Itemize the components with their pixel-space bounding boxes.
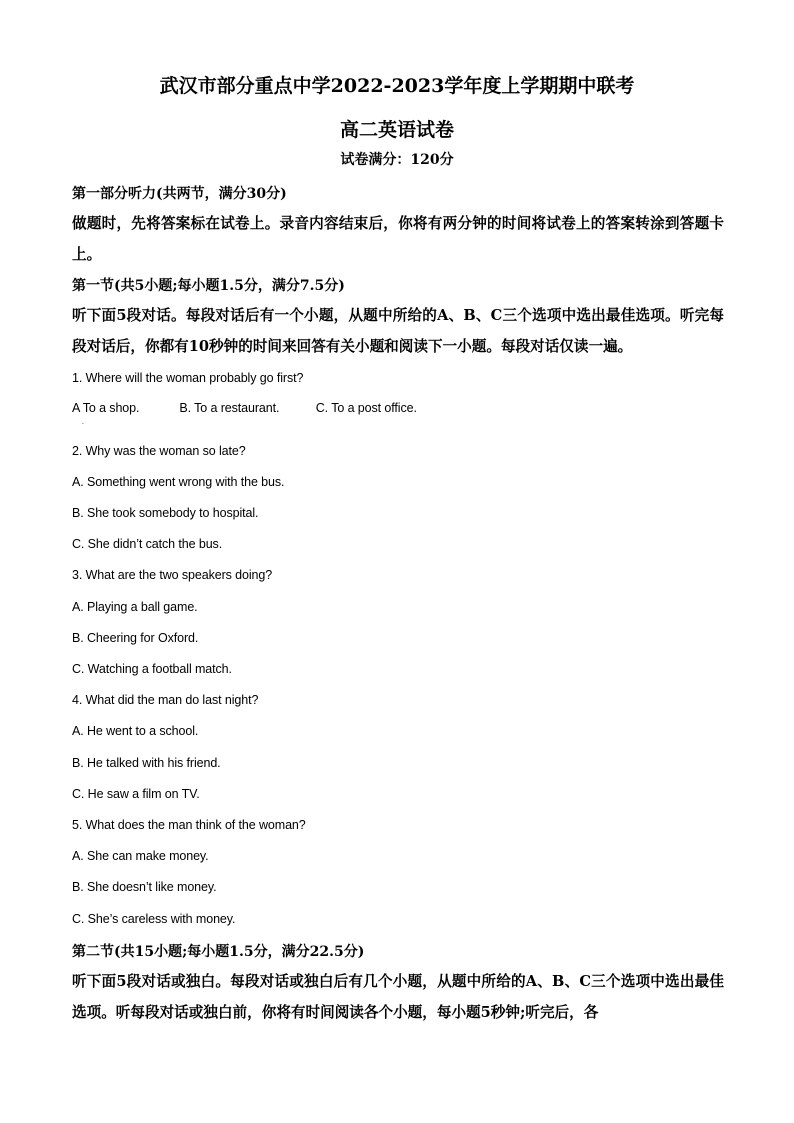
- question-1-option-a: A To a shop.: [72, 401, 140, 415]
- part1-heading: 第一部分听力(共两节，满分30分): [72, 186, 287, 202]
- question-5-stem: 5. What does the man think of the woman?: [72, 818, 306, 832]
- question-1-stem: 1. Where will the woman probably go first?: [72, 371, 304, 385]
- exam-title: 武汉市部分重点中学2022-2023学年度上学期期中联考: [159, 75, 635, 97]
- full-score: 试卷满分：120分: [340, 152, 454, 168]
- question-3-option-b: B. Cheering for Oxford.: [72, 631, 199, 645]
- question-5-option-b: B. She doesn’t like money.: [72, 880, 217, 894]
- question-4-option-c: C. He saw a film on TV.: [72, 787, 200, 801]
- question-1-option-b: B. To a restaurant.: [179, 401, 280, 415]
- question-2-option-c: C. She didn’t catch the bus.: [72, 537, 223, 551]
- question-2-option-a: A. Something went wrong with the bus.: [72, 475, 285, 489]
- section1-instructions: 听下面5段对话。每段对话后有一个小题，从题中所给的A、B、C三个选项中选出最佳选项。听完每段对话后，你都有10秒钟的时间来回答有关小题和阅读下一小题。每段对话仅读一遍。: [72, 307, 724, 355]
- section2-instructions: 听下面5段对话或独白。每段对话或独白后有几个小题，从题中所给的A、B、C三个选项中选出最佳选项。听每段对话或独白前，你将有时间阅读各个小题，每小题5秒钟;听完后，各: [72, 973, 724, 1021]
- question-3-option-c: C. Watching a football match.: [72, 662, 232, 676]
- section1-heading: 第一节(共5小题;每小题1.5分，满分7.5分): [72, 278, 345, 294]
- question-1-options: [72, 401, 417, 415]
- question-4-option-a: A. He went to a school.: [72, 724, 199, 738]
- stray-mark: ·: [82, 421, 84, 428]
- exam-subtitle: 高二英语试卷: [339, 119, 454, 141]
- question-5-option-c: C. She’s careless with money.: [72, 912, 236, 926]
- question-3-option-a: A. Playing a ball game.: [72, 600, 198, 614]
- section2-heading: 第二节(共15小题;每小题1.5分，满分22.5分): [72, 944, 365, 960]
- question-4-stem: 4. What did the man do last night?: [72, 693, 259, 707]
- question-5-option-a: A. She can make money.: [72, 849, 209, 863]
- part1-instructions: 做题时，先将答案标在试卷上。录音内容结束后，你将有两分钟的时间将试卷上的答案转涂到答题卡上。: [72, 215, 724, 263]
- question-2-stem: 2. Why was the woman so late?: [72, 444, 246, 458]
- question-2-option-b: B. She took somebody to hospital.: [72, 506, 259, 520]
- question-1-option-c: C. To a post office.: [315, 401, 417, 415]
- question-4-option-b: B. He talked with his friend.: [72, 756, 221, 770]
- question-3-stem: 3. What are the two speakers doing?: [72, 568, 273, 582]
